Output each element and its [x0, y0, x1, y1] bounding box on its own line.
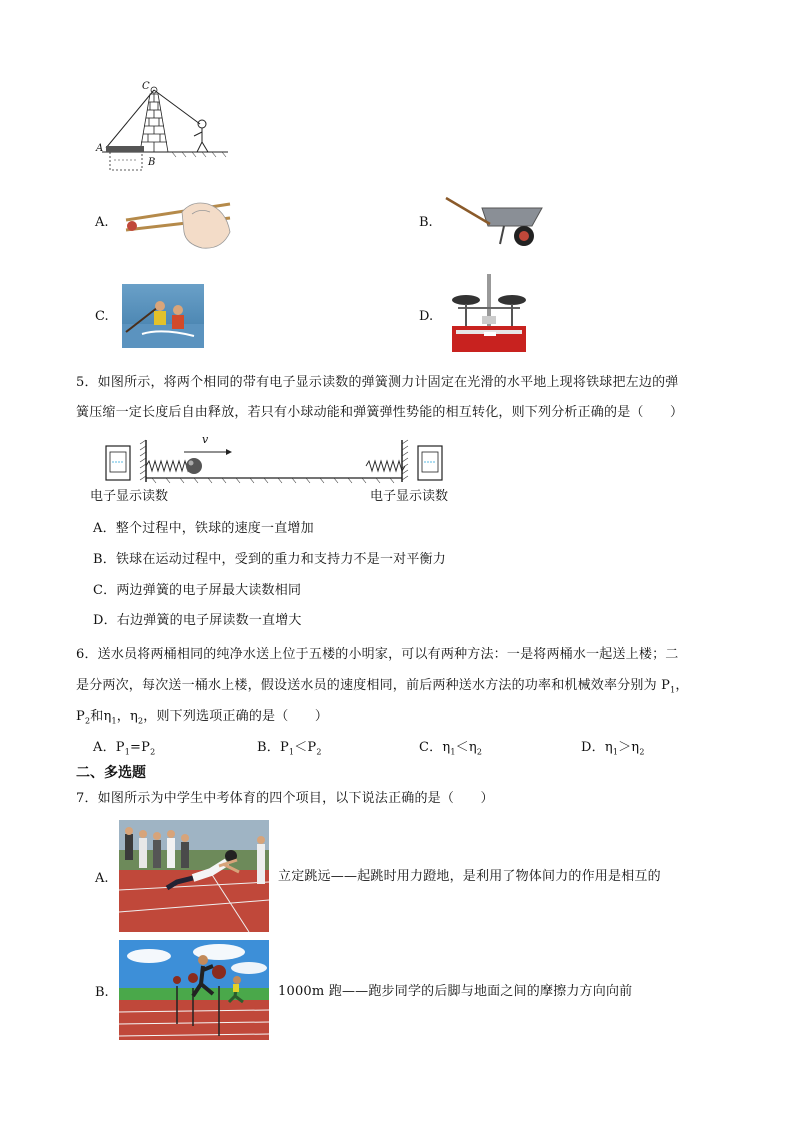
q6-line3-sub-eta2: 2: [137, 716, 144, 726]
left-meter-caption: 电子显示读数: [90, 489, 169, 504]
q5-option-a: A．整个过程中，铁球的速度一直增加: [93, 521, 314, 536]
q6-b-s2: 2: [316, 747, 322, 757]
q6-d-pre: D．η: [581, 740, 613, 755]
q6-line3-end: ，则下列选项正确的是（ ）: [143, 709, 329, 724]
q6-c-pre: C．η: [419, 740, 451, 755]
q6-option-a: [93, 741, 155, 757]
q6-c-s1: 1: [450, 747, 456, 757]
q6-line3-eta2: ，η: [116, 709, 138, 724]
q6-line3-p: P: [76, 709, 85, 724]
q4-option-b-label: B.: [419, 215, 433, 230]
q6-d-s2: 2: [639, 747, 645, 757]
q4-option-d-label: D.: [419, 309, 434, 324]
q6-stem-line2: [76, 679, 689, 695]
q5-stem-line1: 5．如图所示，将两个相同的带有电子显示读数的弹簧测力计固定在光滑的水平地上现将铁球把左边的弹: [76, 375, 679, 390]
q7-stem: 7．如图所示为中学生中考体育的四个项目，以下说法正确的是（ ）: [76, 791, 494, 806]
q6-c-s2: 2: [476, 747, 483, 757]
tower-figure: [92, 80, 232, 180]
velocity-label: v: [202, 433, 209, 446]
long-jump-photo: [119, 820, 269, 932]
right-meter-caption: 电子显示读数: [370, 489, 449, 504]
q5-option-c: C．两边弹簧的电子屏最大读数相同: [93, 583, 302, 598]
q6-a-s2: 2: [150, 747, 156, 757]
section-title: 二、多选题: [76, 765, 146, 781]
q6-c-mid: ＜η: [455, 740, 477, 755]
q6-stem-line1: 6．送水员将两桶相同的纯净水送上位于五楼的小明家，可以有两种方法：一是将两桶水一起送上楼；二: [76, 647, 679, 662]
spring-figure: [90, 430, 456, 512]
q6-d-s1: 1: [612, 747, 619, 757]
running-track-photo: [119, 940, 269, 1040]
chopsticks-image: [122, 192, 234, 252]
q5-stem-line2: 簧压缩一定长度后自由释放，若只有小球动能和弹簧弹性势能的相互转化，则下列分析正确的是（ ）: [76, 405, 684, 420]
q6-line3-sub-2: 2: [84, 716, 91, 726]
q6-sub-p1: 1: [670, 685, 676, 695]
q7-option-a-text: 立定跳远——起跳时用力蹬地，是利用了物体间力的作用是相互的: [278, 869, 661, 884]
label-b: B: [148, 157, 156, 168]
q5-option-b: B．铁球在运动过程中，受到的重力和支持力不是一对平衡力: [93, 552, 446, 567]
q6-stem-line2-text: 是分两次，每次送一桶水上楼，假设送水员的速度相同，前后两种送水方法的功率和机械效率分别为 P: [76, 678, 671, 693]
q6-stem-line3: [76, 710, 328, 726]
q6-a-s1: 1: [124, 747, 131, 757]
q6-d-mid: ＞η: [618, 740, 640, 755]
q7-option-b-label: B.: [95, 985, 109, 1000]
q6-option-b: [257, 741, 322, 757]
label-a: A: [96, 143, 104, 154]
q6-line3-sub-eta1: 1: [111, 716, 117, 726]
q6-b-s1: 1: [288, 747, 295, 757]
rowing-image: [122, 284, 204, 348]
q4-option-a-label: A.: [95, 215, 109, 230]
q6-option-d: [581, 741, 645, 757]
q4-option-c-label: C.: [95, 309, 109, 324]
balance-scale-image: [446, 268, 532, 358]
q6-line3-eta: 和η: [90, 709, 112, 724]
q6-b-pre: B．P: [257, 740, 289, 755]
q7-option-a-label: A.: [95, 871, 109, 886]
q6-option-c: [419, 741, 482, 757]
q6-a-pre: A．P: [93, 740, 125, 755]
q6-stem-line2-end: ，: [675, 678, 689, 693]
q7-option-b-text: 1000m 跑——跑步同学的后脚与地面之间的摩擦力方向向前: [278, 984, 633, 999]
wheelbarrow-image: [444, 194, 544, 250]
label-c: C: [142, 81, 150, 92]
q6-a-mid: =P: [130, 740, 151, 755]
q5-option-d: D．右边弹簧的电子屏读数一直增大: [93, 613, 302, 628]
q6-b-mid: ＜P: [294, 740, 317, 755]
